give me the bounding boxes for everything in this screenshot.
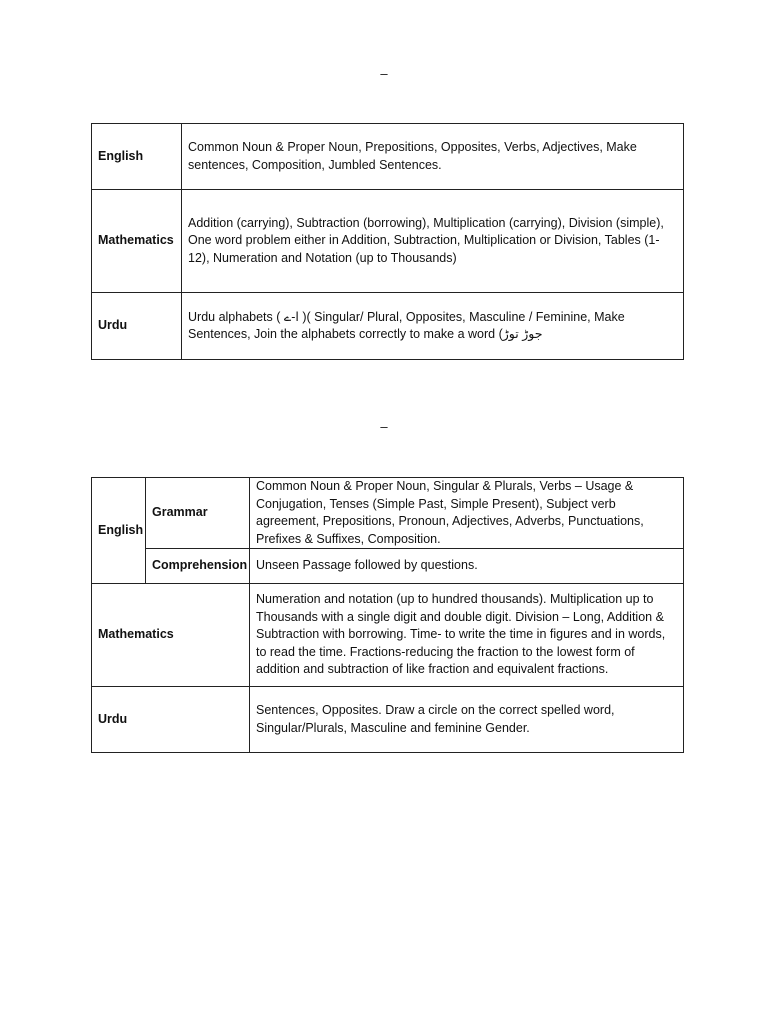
table-row-english-comprehension (92, 549, 684, 584)
content-english: Common Noun & Proper Noun, Prepositions, Opposites, Verbs, Adjectives, Make sentences, Composition, Jumbled Sentences. (182, 124, 684, 190)
content-urdu: Urdu alphabets ( ا-ے )( Singular/ Plural, Opposites, Masculine / Feminine, Make Sentences, Join the alphabets correctly to make a word (جوڑ توڑ (182, 293, 684, 360)
syllabus-table-1 (91, 123, 684, 360)
table-row-mathematics (92, 584, 684, 687)
content-grammar: Common Noun & Proper Noun, Singular & Plurals, Verbs – Usage & Conjugation, Tenses (Simple Past, Simple Present), Subject verb agreement, Prepositions, Pronoun, Adjectives, Adverbs, Punctuations, Prefixes & Suffixes, Composition. (250, 478, 684, 549)
section-1-marker: – (380, 66, 388, 81)
table-row-mathematics (92, 190, 684, 293)
table-row-english-grammar (92, 478, 684, 549)
subject-english: English (92, 124, 182, 190)
sub-subject-grammar: Grammar (146, 478, 250, 549)
content-mathematics: Addition (carrying), Subtraction (borrowing), Multiplication (carrying), Division (simple), One word problem either in Addition, Subtraction, Multiplication or Division, Tables (1-12), Numeration and Notation (up to Thousands) (182, 190, 684, 293)
table-row-english (92, 124, 684, 190)
subject-urdu: Urdu (92, 687, 250, 753)
subject-mathematics: Mathematics (92, 584, 250, 687)
subject-urdu: Urdu (92, 293, 182, 360)
syllabus-table-2 (91, 477, 684, 753)
content-urdu: Sentences, Opposites. Draw a circle on the correct spelled word, Singular/Plurals, Masculine and feminine Gender. (250, 687, 684, 753)
section-2-marker: – (380, 419, 388, 434)
subject-english: English (92, 478, 146, 584)
subject-mathematics: Mathematics (92, 190, 182, 293)
content-comprehension: Unseen Passage followed by questions. (250, 549, 684, 584)
content-mathematics: Numeration and notation (up to hundred thousands). Multiplication up to Thousands with a single digit and double digit. Division – Long, Addition & Subtraction with borrowing. Time- to write the time in figures and in words, to read the time. Fractions-reducing the fraction to the lowest form of addition and subtraction of like fraction and equivalent fractions. (250, 584, 684, 687)
sub-subject-comprehension: Comprehension (146, 549, 250, 584)
table-row-urdu (92, 293, 684, 360)
table-row-urdu (92, 687, 684, 753)
